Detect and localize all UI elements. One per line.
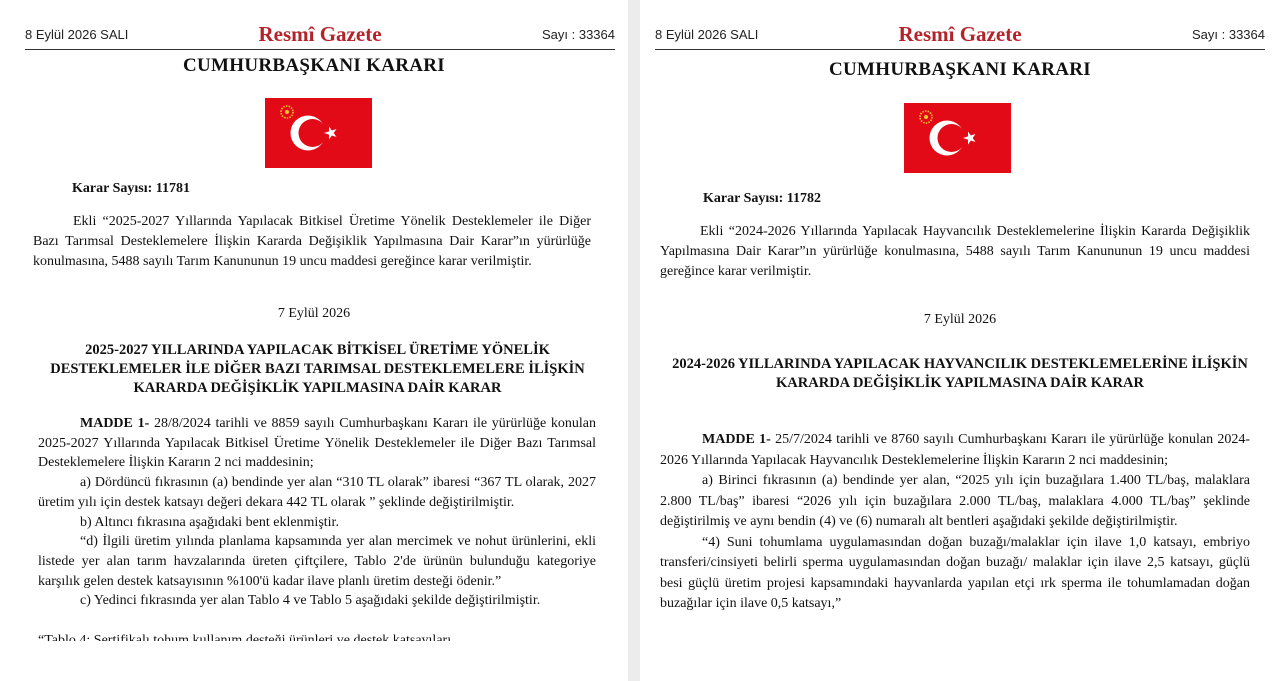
gazette-header (25, 22, 615, 46)
intro-paragraph: Ekli “2024-2026 Yıllarında Yapılacak Hayvancılık Desteklemelerine İlişkin Kararda Değişiklik Yapılmasına Dair Karar”ın yürürlüğe konulmasına, 5488 sayılı Tarım Kanununun 19 uncu maddesi gereğince karar verilmiştir. (660, 224, 1250, 279)
header-rule (25, 49, 615, 50)
intro-paragraph: Ekli “2025-2027 Yıllarında Yapılacak Bitkisel Üretime Yönelik Desteklemeler ile Diğer Bazı Tarımsal Desteklemelere İlişkin Kararda Değişiklik Yapılmasına Dair Karar”ın yürürlüğe konulmasına, 5488 sayılı Tarım Kanununun 19 uncu maddesi gereğince karar verilmiştir. (33, 214, 591, 269)
article-paragraph (660, 430, 1250, 471)
decree-title: 2025-2027 YILLARINDA YAPILACAK BİTKİSEL ÜRETİME YÖNELİK DESTEKLEMELER İLE DİĞER BAZI TARIMSAL DESTEKLEMELERE İLİŞKİN KARARDA DEĞİŞİKLİK YAPILMASINA DAİR KARAR (50, 342, 585, 396)
article-label: MADDE 1- (702, 432, 771, 447)
issue-number: Sayı : 33364 (1192, 27, 1265, 42)
page-heading: CUMHURBAŞKANI KARARI (183, 55, 445, 76)
item-d: “d) İlgili üretim yılında planlama kapsamında yer alan mercimek ve nohut ürünlerini, ekli listede yer alan tarım havzalarında üreten çiftçilere, Tablo 2'de ürünün bulunduğu kategoriye karşılık gelen destek katsayısının %100'ü kadar ilave planlı üretim desteği ödenir.” (38, 534, 596, 589)
issue-number: Sayı : 33364 (542, 27, 615, 42)
presidential-seal-icon (281, 106, 293, 118)
item-4: “4) Suni tohumlama uygulamasından doğan buzağı/malaklar için ilave 1,0 katsayı, embriyo transferi/cinsiyeti belirli sperma uygulamasından doğan buzağı/ malaklar için ilave 2,5 katsayı, güçlü besi güçlü üretim projesi kapsamındaki hayvanlarda yapılan etçi ırk sperma ile tohumlamadan doğan buzağılar için ilave 0,5 katsayı,” (660, 534, 1250, 611)
header-rule (655, 49, 1265, 50)
page-cutoff (0, 641, 628, 681)
article-text: 25/7/2024 tarihli ve 8760 sayılı Cumhurbaşkanı Kararı ile yürürlüğe konulan 2024-2026 Yıllarında Yapılacak Hayvancılık Desteklemelerine İlişkin Kararın 2 nci maddesinin; (660, 432, 1251, 468)
gazette-title: Resmî Gazete (258, 22, 382, 46)
item-c: c) Yedinci fıkrasında yer alan Tablo 4 ve Tablo 5 aşağıdaki şekilde değiştirilmiştir. (80, 593, 541, 609)
signature-date: 7 Eylül 2026 (277, 306, 351, 321)
decision-number: Karar Sayısı: 11782 (703, 191, 821, 206)
item-b: b) Altıncı fıkrasına aşağıdaki bent eklenmiştir. (80, 514, 339, 530)
turkish-flag-icon (265, 98, 372, 168)
turkish-flag-icon (904, 103, 1011, 173)
page-cutoff (640, 651, 1280, 681)
page-divider (628, 0, 640, 681)
left-gazette-page (0, 0, 628, 681)
article-text: 28/8/2024 tarihli ve 8859 sayılı Cumhurbaşkanı Kararı ile yürürlüğe konulan 2025-2027 Yıllarında Yapılacak Bitkisel Üretime Yönelik Desteklemeler ile Diğer Bazı Tarımsal Desteklemelere İlişkin Kararın 2 nci maddesinin; (38, 416, 596, 471)
decree-body (660, 430, 1250, 615)
gazette-title: Resmî Gazete (898, 22, 1022, 46)
right-gazette-page (640, 0, 1280, 681)
gazette-header (655, 22, 1265, 46)
issue-date: 8 Eylül 2026 SALI (25, 27, 129, 42)
item-a: a) Dördüncü fıkrasının (a) bendinde yer alan “310 TL olarak” ibaresi “367 TL olarak, 2027 üretim yılı için destek katsayı değeri dekara 442 TL olarak ” şeklinde değiştirilmiştir. (38, 475, 596, 510)
presidential-seal-icon (920, 111, 932, 123)
article-label: MADDE 1- (80, 416, 150, 431)
issue-date: 8 Eylül 2026 SALI (655, 27, 759, 42)
signature-date: 7 Eylül 2026 (923, 312, 997, 327)
decision-number: Karar Sayısı: 11781 (72, 181, 190, 196)
decree-title: 2024-2026 YILLARINDA YAPILACAK HAYVANCILIK DESTEKLEMELERİNE İLİŞKİN KARARDA DEĞİŞİKLİK YAPILMASINA DAİR KARAR (672, 356, 1248, 391)
article-paragraph (38, 414, 596, 473)
page-heading: CUMHURBAŞKANI KARARI (829, 59, 1091, 80)
item-a: a) Birinci fıkrasının (a) bendinde yer alan, “2025 yılı için buzağılara 1.400 TL/baş, malaklara 2.800 TL/baş” ibaresi “2026 yılı için buzağılara 2.000 TL/baş, malaklara 4.000 TL/baş” şeklinde değiştirilmiş ve aynı bendin (4) ve (6) numaralı alt bentleri aşağıdaki şekilde değiştirilmiştir. (660, 473, 1250, 529)
decree-body (38, 414, 596, 611)
